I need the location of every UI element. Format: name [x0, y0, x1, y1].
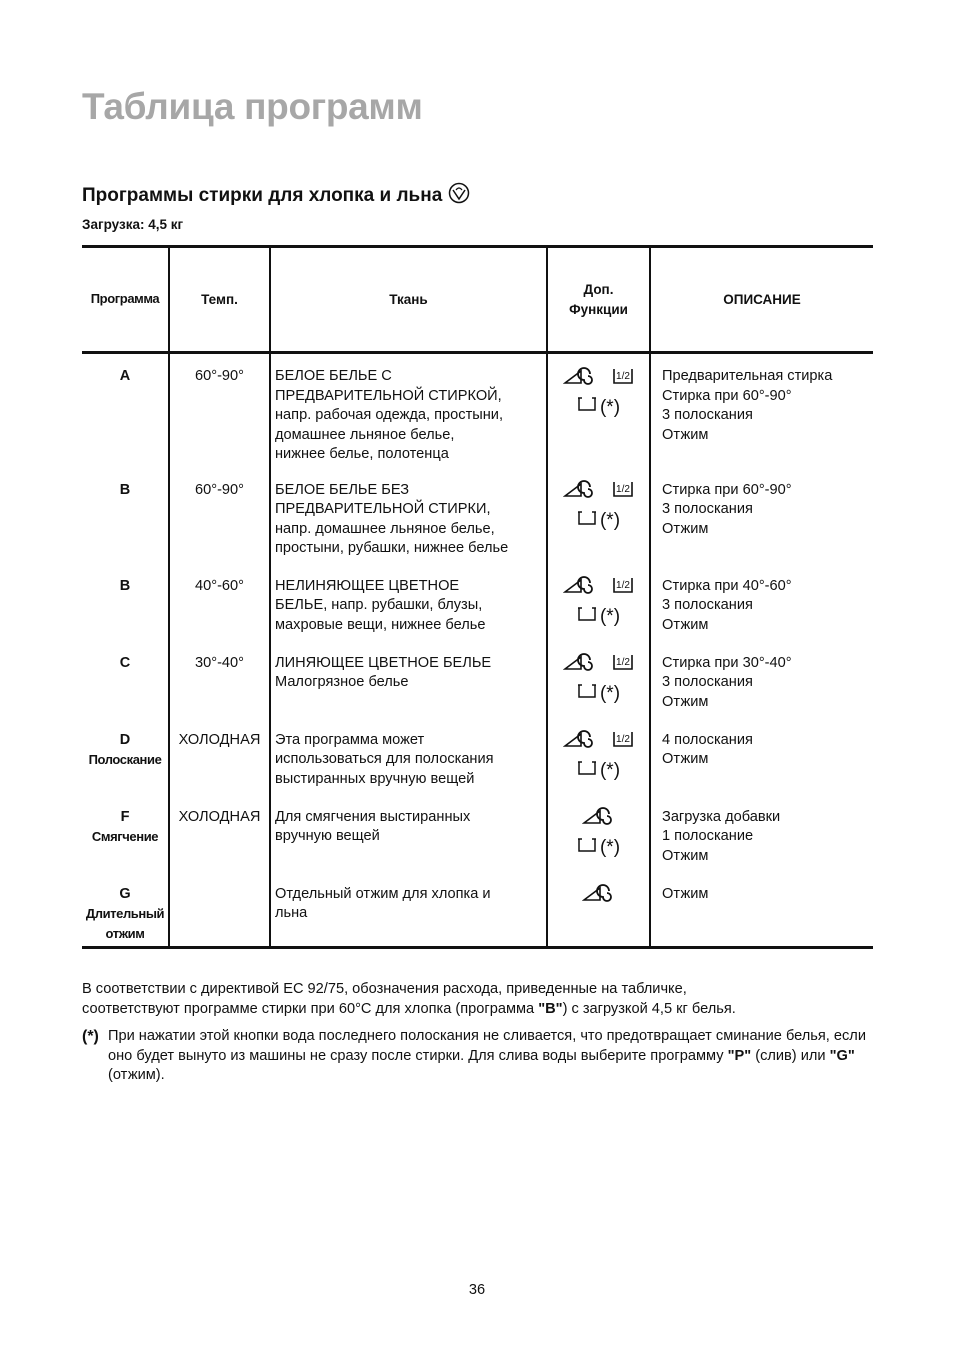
asterisk-prog-g: "G" — [829, 1047, 855, 1064]
program-cell — [82, 353, 169, 468]
fabric-line: нижнее белье, полотенца — [275, 446, 449, 462]
rinse-hold-icon — [577, 509, 597, 533]
rinse-hold-icon — [577, 605, 597, 629]
description-cell — [650, 641, 873, 718]
page-title: Таблица программ — [82, 86, 423, 127]
description-line: 4 полоскания — [662, 731, 753, 748]
asterisk-mid: (слив) или — [751, 1047, 830, 1064]
description-cell — [650, 564, 873, 641]
program-cell — [82, 468, 169, 564]
table-row — [82, 795, 873, 872]
table-row — [82, 353, 873, 468]
fabric-line: Для смягчения выстиранных — [275, 808, 471, 825]
directive-line2-post: ) с загрузкой 4,5 кг белья. — [562, 1000, 736, 1017]
table-header-row — [82, 247, 873, 353]
functions-row-bottom — [577, 834, 620, 862]
fabric-cell — [270, 564, 547, 641]
fabric-line: Малогрязное белье — [275, 674, 409, 690]
functions-cell — [547, 353, 650, 468]
header-description: ОПИСАНИЕ — [650, 247, 873, 353]
asterisk-note-text — [108, 1027, 872, 1086]
description-line: 3 полоскания — [662, 597, 753, 613]
functions-row-top — [563, 652, 635, 680]
fabric-cell — [270, 468, 547, 564]
functions-block — [548, 365, 649, 421]
program-letter: B — [119, 577, 131, 594]
program-letter: D — [119, 731, 131, 748]
fabric-cell — [270, 795, 547, 872]
fabric-line: Эта программа может — [275, 731, 425, 748]
fabric-cell — [270, 353, 547, 468]
svg-text:1/2: 1/2 — [615, 734, 630, 746]
description-line: 1 полоскание — [662, 828, 754, 844]
rinse-hold-icon — [577, 395, 597, 419]
header-program: Программа — [82, 247, 169, 353]
description-line: Стирка при 40°-60° — [662, 577, 792, 594]
program-subtitle: отжим — [105, 925, 145, 941]
description-line: Отжим — [662, 693, 709, 710]
rinse-hold-mark: (*) — [599, 837, 621, 858]
directive-note — [82, 980, 872, 1019]
load-capacity: Загрузка: 4,5 кг — [82, 217, 184, 232]
functions-cell — [547, 718, 650, 795]
functions-row-bottom — [577, 393, 620, 421]
description-line: Отжим — [662, 520, 709, 537]
cotton-care-icon — [448, 182, 470, 210]
program-cell — [82, 564, 169, 641]
header-extra-line2: Функции — [569, 301, 628, 317]
description-cell — [650, 795, 873, 872]
fabric-line: НЕЛИНЯЮЩЕЕ ЦВЕТНОЕ — [275, 577, 460, 594]
half-load-icon — [611, 367, 635, 392]
description-line: Отжим — [662, 616, 709, 633]
fabric-cell — [270, 641, 547, 718]
svg-text:1/2: 1/2 — [615, 370, 630, 382]
directive-program: "B" — [538, 1000, 563, 1017]
description-cell — [650, 353, 873, 468]
rinse-hold-mark: (*) — [599, 760, 621, 781]
table-row — [82, 872, 873, 948]
half-load-icon — [611, 653, 635, 678]
asterisk-note — [82, 1027, 872, 1086]
program-cell — [82, 872, 169, 948]
svg-text:1/2: 1/2 — [615, 580, 630, 592]
temp-cell: ХОЛОДНАЯ — [169, 718, 270, 795]
rinse-hold-mark: (*) — [599, 683, 621, 704]
description-cell — [650, 718, 873, 795]
program-letter: B — [119, 481, 131, 498]
programs-table — [82, 245, 873, 949]
description-line: Стирка при 30°-40° — [662, 654, 792, 671]
description-line: 3 полоскания — [662, 407, 753, 423]
program-subtitle: Длительный — [85, 906, 165, 921]
functions-cell — [547, 641, 650, 718]
description-cell — [650, 468, 873, 564]
table-row — [82, 718, 873, 795]
temp-cell: 60°-90° — [169, 468, 270, 564]
table-row — [82, 468, 873, 564]
svg-text:1/2: 1/2 — [615, 657, 630, 669]
fabric-line: Отдельный отжим для хлопка и — [275, 885, 491, 902]
half-load-icon — [611, 480, 635, 505]
functions-row-top — [563, 479, 635, 507]
temp-cell — [169, 872, 270, 948]
temp-cell: 40°-60° — [169, 564, 270, 641]
section-title-text: Программы стирки для хлопка и льна — [82, 185, 443, 206]
fabric-line: вручную вещей — [275, 828, 380, 844]
rinse-hold-icon — [577, 836, 597, 860]
functions-block — [548, 652, 649, 708]
functions-row-top — [563, 365, 635, 393]
description-cell — [650, 872, 873, 948]
functions-block — [548, 883, 649, 911]
functions-cell — [547, 468, 650, 564]
temp-cell: 60°-90° — [169, 353, 270, 468]
half-load-icon — [611, 576, 635, 601]
directive-line2-pre: соответствуют программе стирки при 60°C для хлопка (программа — [82, 1000, 539, 1017]
rinse-hold-mark: (*) — [599, 510, 621, 531]
asterisk-pre: При нажатии этой кнопки вода последнего полоскания не сливается, что предотвращает сминание белья, если оно будет вынуто из машины не сразу после стирки. Для слива воды выберите программу — [108, 1028, 866, 1064]
program-letter: F — [120, 808, 130, 825]
functions-row-bottom — [577, 757, 620, 785]
functions-row-top — [582, 883, 616, 911]
asterisk-prog-p: "P" — [727, 1047, 752, 1064]
functions-row-top — [582, 806, 616, 834]
fabric-line: БЕЛОЕ БЕЛЬЕ С — [275, 368, 392, 384]
program-cell — [82, 641, 169, 718]
description-line: Стирка при 60°-90° — [662, 481, 792, 498]
functions-cell — [547, 795, 650, 872]
program-letter: G — [119, 885, 131, 902]
rinse-hold-icon — [577, 759, 597, 783]
description-line: Отжим — [662, 847, 709, 864]
page-number: 36 — [468, 1282, 486, 1298]
functions-row-top — [563, 729, 635, 757]
table-row — [82, 564, 873, 641]
header-extra-line1: Доп. — [583, 281, 614, 297]
fabric-cell — [270, 718, 547, 795]
description-line: Загрузка добавки — [662, 808, 781, 825]
program-letter: C — [119, 654, 131, 671]
fabric-line: махровые вещи, нижнее белье — [275, 616, 486, 633]
half-load-icon — [611, 730, 635, 755]
fabric-line: использоваться для полоскания — [275, 751, 494, 767]
fabric-line: напр. домашнее льняное белье, — [275, 520, 495, 537]
temp-cell: ХОЛОДНАЯ — [169, 795, 270, 872]
rinse-hold-mark: (*) — [599, 606, 621, 627]
fabric-line: домашнее льняное белье, — [275, 426, 455, 443]
fabric-line: БЕЛОЕ БЕЛЬЕ БЕЗ — [275, 481, 410, 498]
header-temp: Темп. — [169, 247, 270, 353]
spin-reduction-icon — [563, 730, 597, 755]
spin-reduction-icon — [582, 884, 616, 909]
fabric-line: простыни, рубашки, нижнее белье — [275, 540, 509, 556]
header-fabric: Ткань — [270, 247, 547, 353]
description-line: 3 полоскания — [662, 674, 753, 690]
table-row — [82, 641, 873, 718]
svg-text:1/2: 1/2 — [615, 484, 630, 496]
description-line: Стирка при 60°-90° — [662, 387, 792, 404]
asterisk-post: (отжим). — [108, 1067, 165, 1083]
rinse-hold-icon — [577, 682, 597, 706]
description-line: Отжим — [662, 751, 709, 767]
program-cell — [82, 718, 169, 795]
spin-reduction-icon — [563, 653, 597, 678]
functions-cell — [547, 564, 650, 641]
fabric-line: ПРЕДВАРИТЕЛЬНОЙ СТИРКОЙ, — [275, 387, 502, 404]
spin-reduction-icon — [563, 480, 597, 505]
functions-row-bottom — [577, 603, 620, 631]
fabric-line: выстиранных вручную вещей — [275, 770, 475, 787]
functions-block — [548, 729, 649, 785]
section-title — [82, 182, 470, 210]
program-subtitle: Смягчение — [91, 829, 159, 844]
functions-block — [548, 479, 649, 535]
temp-cell: 30°-40° — [169, 641, 270, 718]
header-extra-functions — [547, 247, 650, 353]
functions-row-bottom — [577, 680, 620, 708]
program-cell — [82, 795, 169, 872]
fabric-cell — [270, 872, 547, 948]
asterisk-marker: (*) — [82, 1028, 99, 1045]
fabric-line: ПРЕДВАРИТЕЛЬНОЙ СТИРКИ, — [275, 501, 491, 517]
functions-row-top — [563, 575, 635, 603]
functions-block — [548, 806, 649, 862]
functions-row-bottom — [577, 507, 620, 535]
spin-reduction-icon — [563, 576, 597, 601]
description-line: Отжим — [662, 885, 709, 902]
table-body — [82, 353, 873, 948]
fabric-line: льна — [275, 905, 308, 921]
description-line: 3 полоскания — [662, 501, 753, 517]
description-line: Предварительная стирка — [662, 368, 833, 384]
fabric-line: БЕЛЬЕ, напр. рубашки, блузы, — [275, 597, 483, 613]
fabric-line: ЛИНЯЮЩЕЕ ЦВЕТНОЕ БЕЛЬЕ — [275, 654, 492, 671]
rinse-hold-mark: (*) — [599, 396, 621, 418]
directive-line1: В соответствии с директивой ЕС 92/75, обозначения расхода, приведенные на табличке, — [82, 981, 687, 997]
description-line: Отжим — [662, 426, 709, 443]
spin-reduction-icon — [582, 807, 616, 832]
fabric-line: напр. рабочая одежда, простыни, — [275, 407, 504, 423]
program-letter: A — [119, 368, 131, 384]
functions-block — [548, 575, 649, 631]
functions-cell — [547, 872, 650, 948]
spin-reduction-icon — [563, 367, 597, 392]
program-subtitle: Полоскание — [88, 752, 162, 767]
